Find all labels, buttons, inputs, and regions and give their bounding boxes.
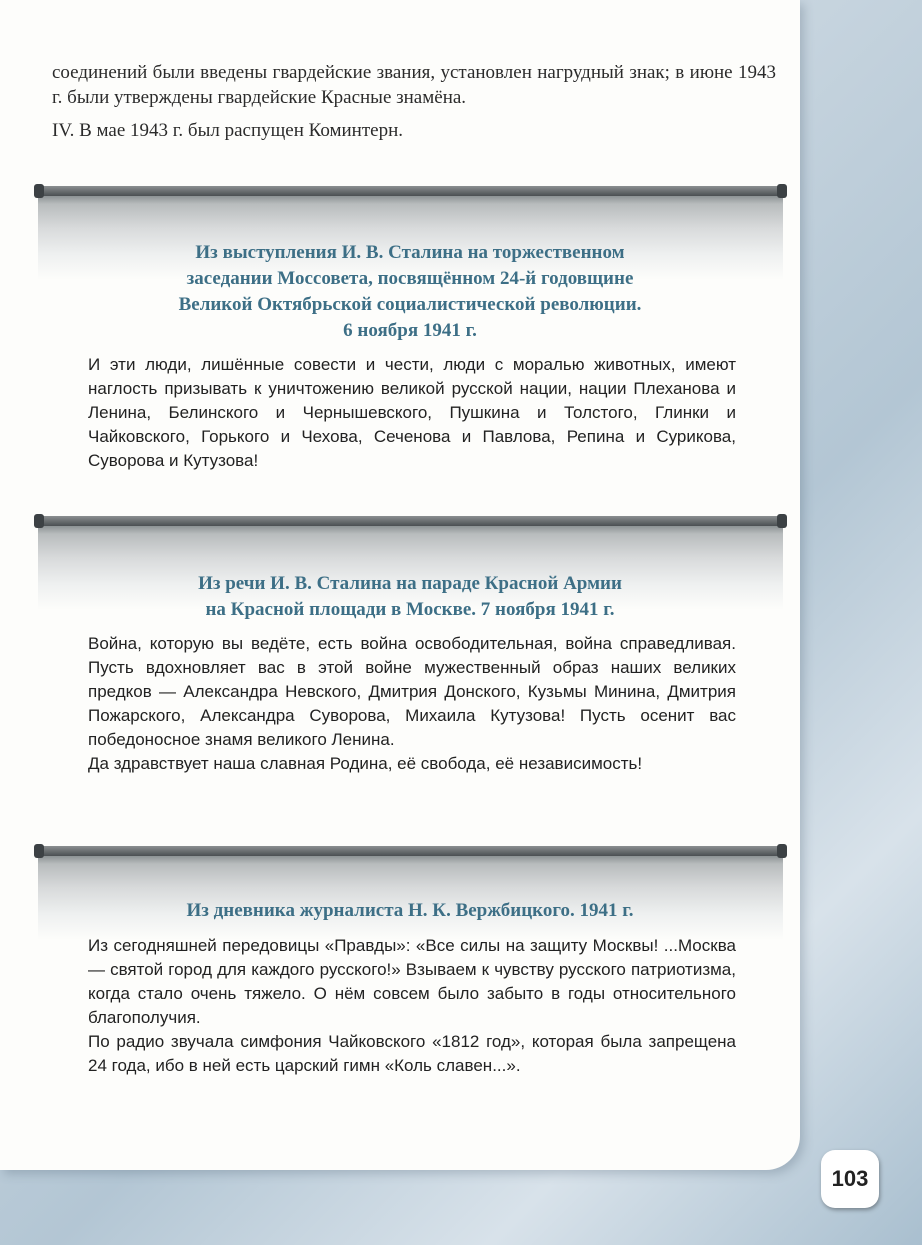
- heading-line: Великой Октябрьской социалистической революции.: [178, 294, 642, 315]
- scroll-banner-3: [38, 850, 783, 940]
- intro-point-iv: IV. В мае 1943 г. был распущен Коминтерн.: [52, 120, 403, 141]
- heading-line: Из речи И. В. Сталина на параде Красной Армии: [198, 573, 622, 594]
- section-3-body: [88, 934, 736, 1078]
- scroll-end-right: [777, 514, 787, 528]
- quote-paragraph: И эти люди, лишённые совести и чести, люди с моралью животных, имеют наглость призывать к уничтожению великой русской нации, нации Плеханова и Ленина, Белинского и Чернышевского, Пушкина и Толстого, Глинки и Чайковского, Горького и Чехова, Сеченова и Павлова, Репина и Сурикова, Суворова и Кутузова!: [88, 355, 736, 470]
- scroll-end-right: [777, 844, 787, 858]
- section-1-body: [88, 353, 736, 473]
- scroll-end-right: [777, 184, 787, 198]
- section-2-heading: [60, 571, 760, 623]
- heading-line: заседании Моссовета, посвящённом 24-й годовщине: [186, 268, 634, 289]
- quote-paragraph: Из сегодняшней передовицы «Правды»: «Все силы на защиту Москвы! ...Москва — святой город для каждого русского!» Взываем к чувству русского патриотизма, когда стало очень тяжело. О нём совсем было забыто в годы относительного благополучия.: [88, 936, 736, 1027]
- quote-paragraph: Война, которую вы ведёте, есть война освободительная, война справедливая. Пусть вдохновляет вас в этой войне мужественный образ наших великих предков — Александра Невского, Дмитрия Донского, Кузьмы Минина, Дмитрия Пожарского, Александра Суворова, Михаила Кутузова! Пусть осенит вас победоносное знамя великого Ленина.: [88, 634, 736, 749]
- heading-line: 6 ноября 1941 г.: [343, 320, 477, 341]
- heading-line: на Красной площади в Москве. 7 ноября 1941 г.: [205, 599, 615, 620]
- scroll-end-left: [34, 514, 44, 528]
- intro-text: [52, 60, 776, 143]
- section-3-heading: [60, 898, 760, 924]
- section-2-body: [88, 632, 736, 776]
- section-1-heading: [60, 240, 760, 344]
- intro-paragraph: соединений были введены гвардейские звания, установлен нагрудный знак; в июне 1943 г. были утверждены гвардейские Красные знамёна.: [52, 62, 776, 108]
- scroll-end-left: [34, 844, 44, 858]
- scroll-end-left: [34, 184, 44, 198]
- heading-line: Из выступления И. В. Сталина на торжественном: [195, 242, 625, 263]
- quote-paragraph: Да здравствует наша славная Родина, её свобода, её независимость!: [88, 754, 643, 773]
- heading-line: Из дневника журналиста Н. К. Вержбицкого. 1941 г.: [186, 900, 634, 921]
- page-number-badge: 103: [821, 1150, 879, 1208]
- quote-paragraph: По радио звучала симфония Чайковского «1812 год», которая была запрещена 24 года, ибо в ней есть царский гимн «Коль славен...».: [88, 1032, 736, 1075]
